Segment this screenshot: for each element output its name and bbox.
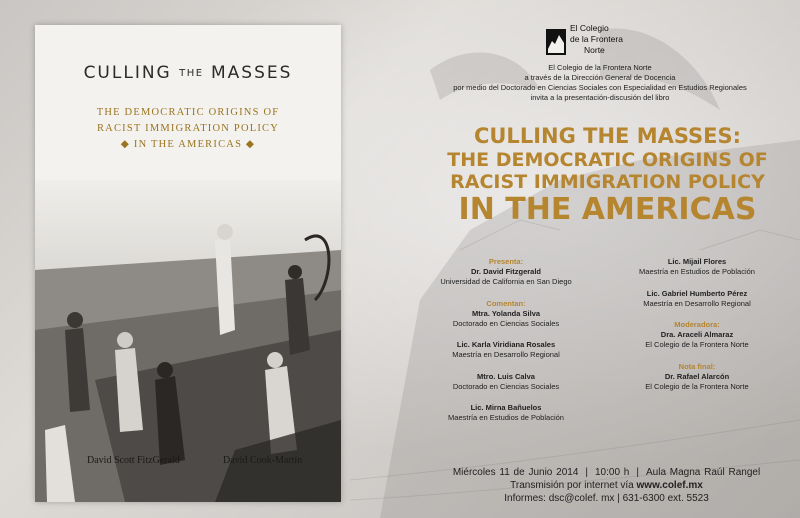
colef-logo-text — [570, 23, 623, 56]
event-details — [413, 466, 800, 505]
invitation-intro — [410, 63, 790, 103]
participants-right-column — [604, 257, 790, 403]
contact-info: Informes: dsc@colef. mx | 631-6300 ext. 5523 — [504, 493, 709, 504]
participant-block — [604, 257, 790, 277]
participant-block — [604, 289, 790, 309]
participant-name: Mtro. Luis Calva — [477, 371, 535, 381]
participant-name: Dra. Araceli Almaraz — [660, 330, 734, 339]
cover-author-2: David Cook-Martín — [223, 455, 303, 466]
participant-name: Dr. Rafael Alarcón — [664, 371, 730, 381]
participant-institution: Doctorado en Ciencias Sociales — [452, 381, 560, 391]
logo-line-3: Norte — [584, 45, 605, 55]
participant-block — [416, 340, 596, 360]
participant-institution: Maestría en Desarrollo Regional — [643, 298, 751, 308]
participant-institution: Maestría en Estudios de Población — [448, 413, 564, 422]
separator: | — [585, 467, 588, 478]
participant-institution: Maestría en Estudios de Población — [639, 267, 755, 276]
colef-logo — [546, 23, 638, 61]
book-title-part-2: MASSES — [211, 63, 293, 83]
intro-line-3: por medio del Doctorado en Ciencias Sociales con Especialidad en Estudios Regionales — [453, 83, 747, 92]
intro-line-4: invita a la presentación-discusión del libro — [530, 93, 670, 102]
intro-line-2: a través de la Dirección General de Docencia — [524, 73, 676, 82]
participant-role: Comentan: — [486, 298, 526, 308]
participant-block — [604, 362, 790, 392]
event-date: Miércoles 11 de Junio 2014 — [452, 467, 579, 478]
event-venue: Aula Magna Raúl Rangel — [645, 467, 761, 478]
participant-role: Moderadora: — [674, 320, 720, 329]
participant-name: Lic. Gabriel Humberto Pérez — [646, 288, 748, 298]
participant-institution: El Colegio de la Frontera Norte — [645, 381, 749, 391]
book-subtitle-line-3: ◆ IN THE AMERICAS ◆ — [120, 139, 256, 150]
participant-institution: Universidad de California en San Diego — [440, 277, 572, 286]
participant-role: Nota final: — [678, 361, 716, 371]
headline-line-2: THE DEMOCRATIC ORIGINS OF — [447, 149, 768, 171]
headline-line-4: IN THE AMERICAS — [458, 192, 757, 227]
book-title-part-1: CULLING — [83, 63, 172, 83]
participant-institution: El Colegio de la Frontera Norte — [645, 340, 749, 349]
participant-name: Lic. Mijail Flores — [667, 257, 727, 266]
book-cover — [35, 25, 341, 502]
separator: | — [636, 467, 639, 478]
stream-link[interactable]: www.colef.mx — [636, 480, 703, 491]
book-subtitle — [35, 105, 341, 153]
participant-name: Lic. Karla Viridiana Rosales — [456, 340, 556, 349]
stream-info — [413, 479, 800, 492]
event-headline — [415, 124, 800, 227]
book-subtitle-line-1: THE DEMOCRATIC ORIGINS OF — [96, 107, 280, 118]
logo-line-1: El Colegio — [570, 23, 609, 33]
cover-illustration — [35, 180, 341, 502]
participant-block — [416, 372, 596, 392]
event-date-time-venue — [413, 466, 800, 479]
colef-logo-icon — [546, 29, 566, 55]
stream-prefix: Transmisión por internet vía — [510, 480, 634, 491]
participant-institution: Maestría en Desarrollo Regional — [452, 350, 560, 359]
headline-line-3: RACIST IMMIGRATION POLICY — [450, 171, 765, 193]
participant-block — [416, 403, 596, 423]
participant-block — [416, 257, 596, 287]
participant-block — [604, 320, 790, 350]
intro-line-1: El Colegio de la Frontera Norte — [548, 63, 652, 72]
headline-line-1: CULLING THE MASSES: — [473, 124, 742, 148]
event-time: 10:00 h — [595, 467, 630, 478]
participant-institution: Doctorado en Ciencias Sociales — [452, 318, 560, 328]
book-title — [35, 63, 341, 83]
participants-left-column — [416, 257, 596, 435]
logo-line-2: de la Frontera — [570, 34, 623, 44]
book-subtitle-line-2: RACIST IMMIGRATION POLICY — [96, 123, 280, 134]
participant-name: Dr. David Fitzgerald — [470, 267, 542, 276]
cover-author-1: David Scott FitzGerald — [87, 455, 180, 466]
participant-name: Mtra. Yolanda Silva — [471, 308, 541, 318]
participant-block — [416, 299, 596, 329]
participant-name: Lic. Mirna Bañuelos — [470, 403, 542, 412]
book-title-the: THE — [179, 68, 204, 79]
participant-role: Presenta: — [488, 257, 524, 266]
